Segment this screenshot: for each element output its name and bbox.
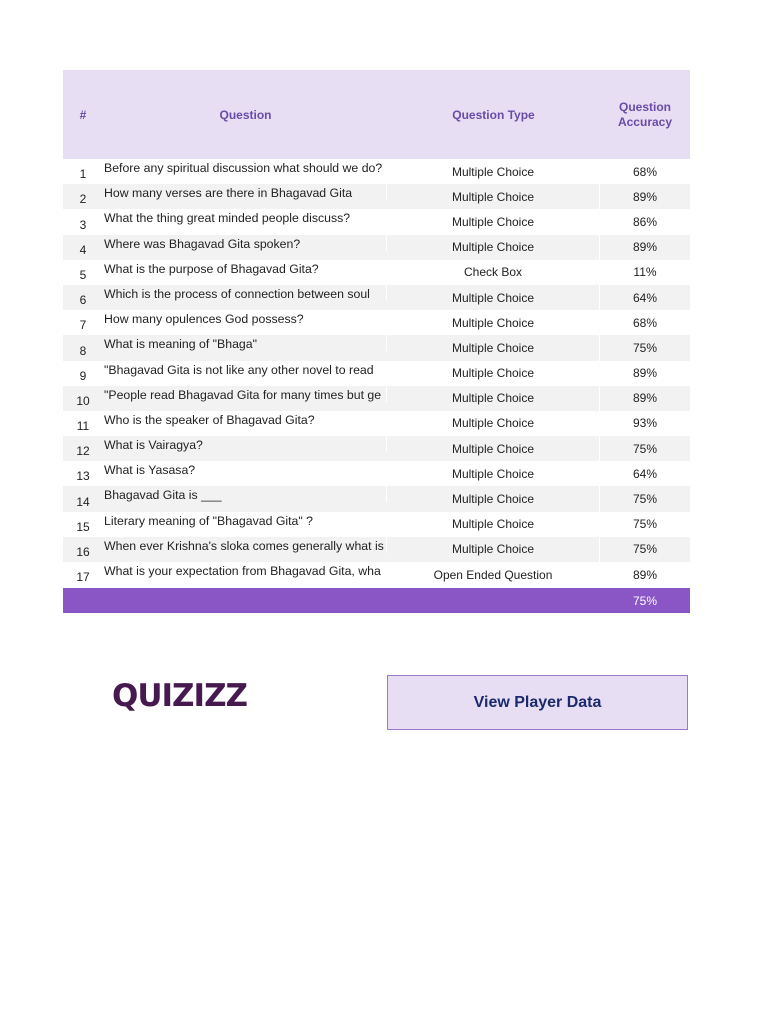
row-question-type: Multiple Choice [387,209,600,234]
table-row [63,260,690,285]
row-accuracy: 11% [633,265,657,280]
table-row [63,361,690,386]
header-question-accuracy: Question Accuracy [617,99,673,129]
row-question: Who is the speaker of Bhagavad Gita? [103,411,387,427]
row-question-type: Multiple Choice [387,486,600,511]
row-number: 2 [79,192,87,207]
row-number: 9 [79,368,87,383]
row-question: Where was Bhagavad Gita spoken? [103,235,387,251]
row-question: How many verses are there in Bhagavad Gita [103,184,387,200]
row-number: 1 [79,167,87,182]
row-accuracy: 89% [632,240,658,255]
row-question: What the thing great minded people discuss? [103,209,387,225]
row-question: Bhagavad Gita is ___ [103,486,387,502]
table-row [63,461,690,486]
row-question-type: Multiple Choice [387,361,600,386]
row-number: 3 [79,217,87,232]
row-question-type: Check Box [387,260,600,285]
row-number: 12 [76,444,90,459]
row-number: 16 [76,545,90,559]
row-accuracy: 68% [632,164,658,179]
row-accuracy: 68% [632,315,658,330]
row-accuracy: 64% [632,466,658,481]
row-accuracy: 89% [632,391,658,406]
row-question-type: Multiple Choice [387,512,600,537]
quizizz-logo: QUIZIZZ [112,678,248,714]
row-question-type: Multiple Choice [387,537,600,562]
table-row [63,209,690,234]
row-question: Literary meaning of "Bhagavad Gita" ? [103,512,387,528]
table-row [63,436,690,461]
row-question-type: Multiple Choice [387,335,600,360]
table-row [63,159,690,184]
row-accuracy: 93% [632,416,658,431]
row-number: 15 [76,519,90,534]
row-accuracy: 75% [632,340,658,355]
row-number: 5 [79,267,87,282]
table-footer-average [63,588,690,613]
row-question-type: Multiple Choice [387,436,600,461]
table-row [63,562,690,587]
row-accuracy: 89% [632,567,658,582]
table-body [63,159,690,587]
table-row [63,537,690,562]
table-row [63,310,690,335]
row-accuracy: 75% [632,492,658,507]
row-question-type: Multiple Choice [387,159,600,184]
table-row [63,411,690,436]
row-accuracy: 64% [632,290,658,305]
row-question: What is Vairagya? [103,436,387,452]
row-accuracy: 75% [632,542,658,557]
row-question: "People read Bhagavad Gita for many times but ge [103,386,387,402]
table-row [63,512,690,537]
row-accuracy: 89% [632,366,658,381]
view-player-data-button[interactable]: View Player Data [387,675,688,730]
average-accuracy: 75% [632,593,658,608]
row-number: 4 [79,242,87,257]
row-question: What is the purpose of Bhagavad Gita? [103,260,387,276]
table-row [63,184,690,209]
table-row [63,386,690,411]
row-question: Before any spiritual discussion what should we do? [103,159,387,175]
table-row [63,285,690,310]
header-question: Question [219,107,272,122]
row-accuracy: 75% [632,517,658,532]
row-question-type: Multiple Choice [387,184,600,209]
row-question-type: Open Ended Question [387,562,600,587]
row-number: 10 [76,393,90,408]
header-question-type: Question Type [452,107,535,122]
row-number: 7 [79,318,87,333]
table-row [63,486,690,511]
row-question: When ever Krishna's sloka comes generally what is [103,537,387,553]
row-question: How many opulences God possess? [103,310,387,326]
row-question: What is meaning of "Bhaga" [103,335,387,351]
row-number: 13 [76,469,90,484]
row-accuracy: 89% [632,189,658,204]
row-question-type: Multiple Choice [387,285,600,310]
row-question-type: Multiple Choice [387,386,600,411]
table-header [63,70,690,159]
row-number: 6 [79,293,87,308]
row-number: 11 [76,419,90,434]
row-question-type: Multiple Choice [387,235,600,260]
row-question-type: Multiple Choice [387,310,600,335]
row-number: 8 [79,343,87,358]
row-number: 17 [76,570,90,585]
row-question-type: Multiple Choice [387,461,600,486]
row-question: What is Yasasa? [103,461,387,477]
row-accuracy: 75% [632,441,658,456]
row-question: Which is the process of connection between soul [103,285,387,301]
row-question-type: Multiple Choice [387,411,600,436]
table-row [63,235,690,260]
row-number: 14 [76,494,90,509]
table-row [63,335,690,360]
question-accuracy-table [63,70,690,613]
row-accuracy: 86% [632,214,658,229]
row-question: What is your expectation from Bhagavad Gita, wha [103,562,387,578]
row-question: "Bhagavad Gita is not like any other novel to read [103,361,387,377]
header-number: # [79,107,87,122]
